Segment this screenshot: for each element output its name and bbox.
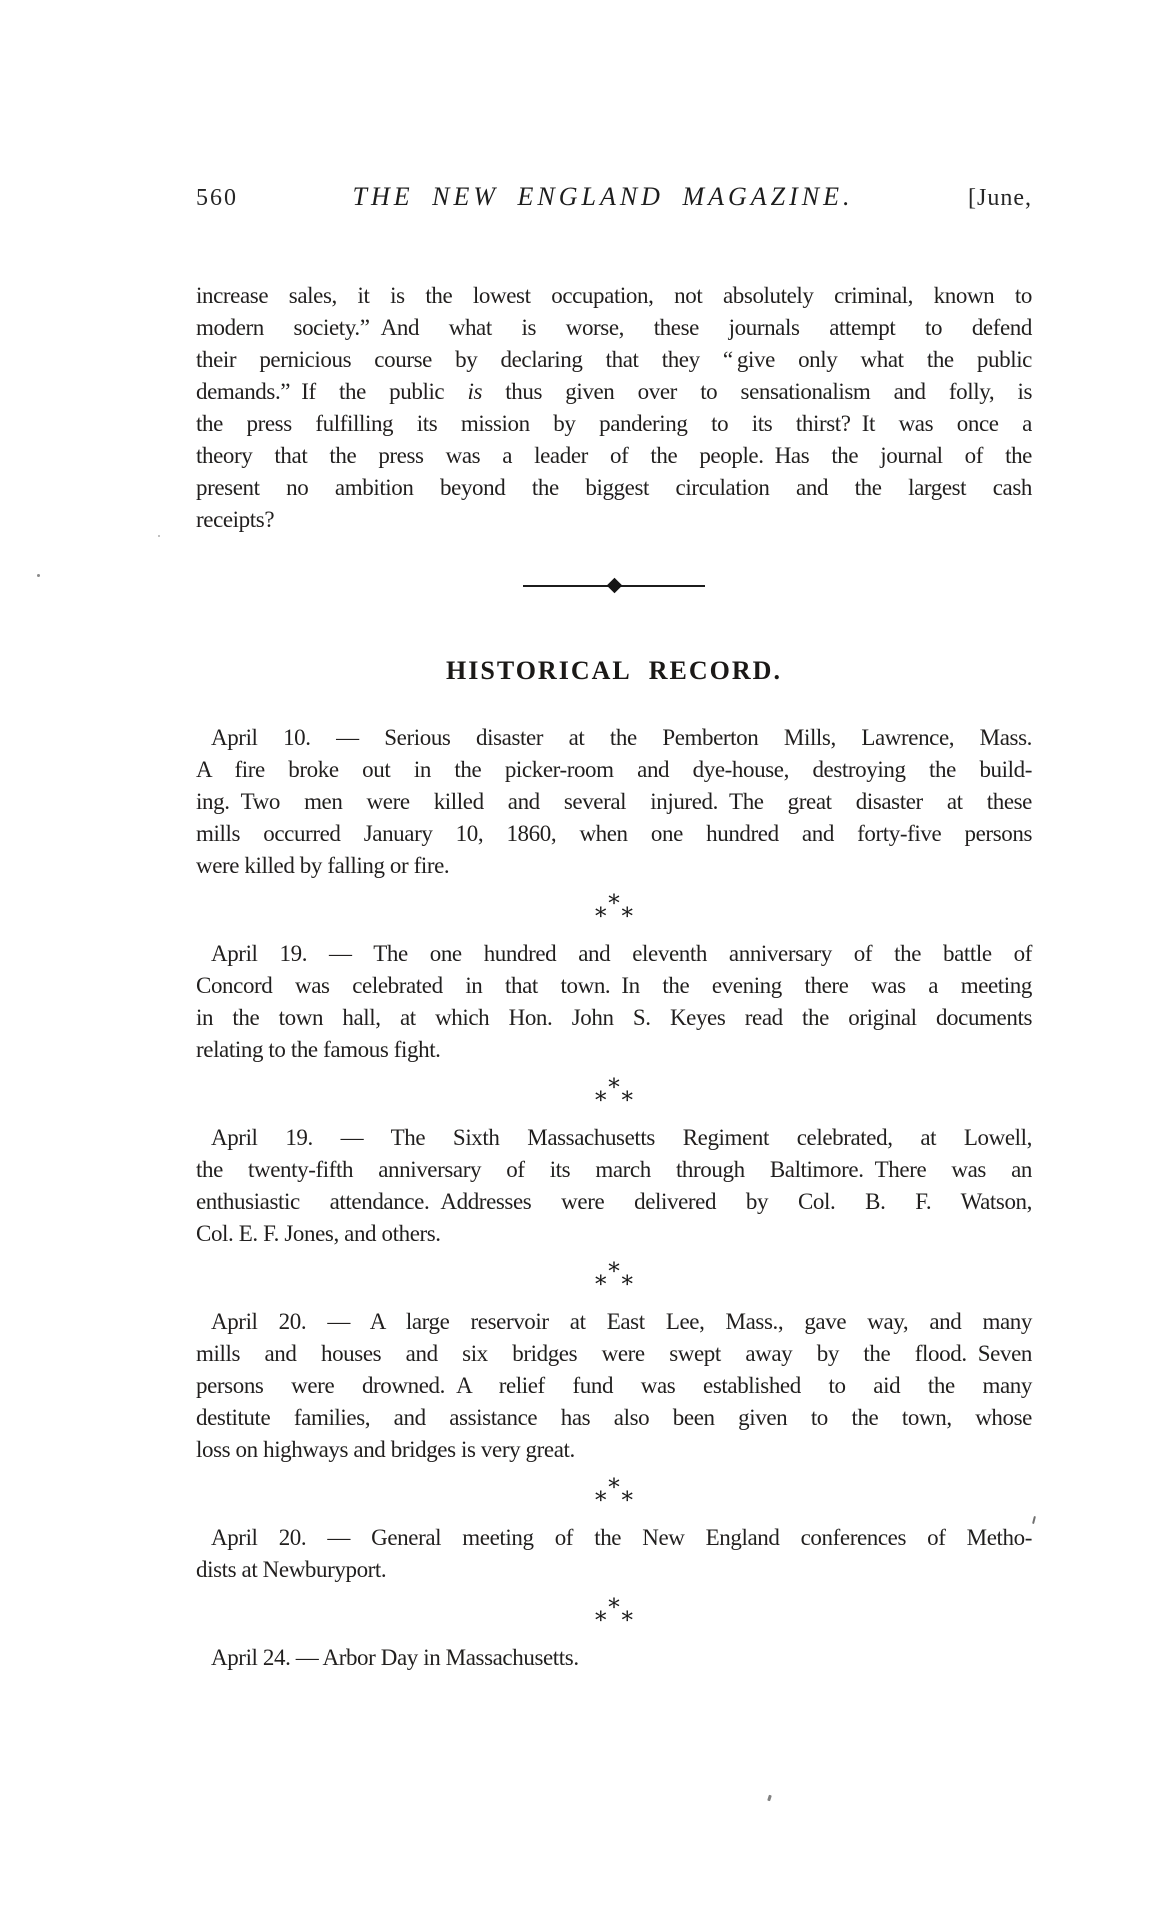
text-line: receipts? [196,507,275,532]
text-line: April 24. — Arbor Day in Massachusetts. [211,1645,579,1670]
text-line: present no ambition beyond the biggest circulation and the largest cash [196,475,1032,500]
record-entry [196,1642,1032,1674]
asterisk-icon: * [608,1595,620,1621]
text-line: theory that the press was a leader of the people. Has the journal of the [196,443,1032,468]
record-entry [196,1122,1032,1250]
asterisk-icon: * [608,1475,620,1501]
running-head [196,182,1032,212]
asterism-divider [196,1466,1032,1522]
text-line: A fire broke out in the picker-room and dye-house, destroying the build- [196,757,1032,782]
text-line: ing. Two men were killed and several injured. The great disaster at these [196,789,1032,814]
divider-rule-left [523,585,611,587]
section-heading: HISTORICAL RECORD. [446,656,782,685]
text-line: the twenty-fifth anniversary of its march through Baltimore. There was an [196,1157,1032,1182]
text-line: Col. E. F. Jones, and others. [196,1221,441,1246]
text-line: April 20. — General meeting of the New England conferences of Metho- [211,1525,1032,1550]
asterisk-icon: * [621,1272,633,1298]
page-number: 560 [196,185,238,211]
scan-speck [158,535,160,537]
asterism-divider [196,1066,1032,1122]
asterisk-icon: * [608,1075,620,1101]
asterisk-icon: * [608,1259,620,1285]
asterisk-icon: * [595,1088,607,1114]
text-line: dists at Newburyport. [196,1557,387,1582]
text-line: April 19. — The Sixth Massachusetts Regiment celebrated, at Lowell, [211,1125,1032,1150]
text-line: mills occurred January 10, 1860, when one hundred and forty-five persons [196,821,1032,846]
asterisk-icon: * [595,1608,607,1634]
text-line: April 20. — A large reservoir at East Lee, Mass., gave way, and many [211,1309,1032,1334]
asterism-divider [196,882,1032,938]
asterisk-icon: * [621,1488,633,1514]
text-line: the press fulfilling its mission by pandering to its thirst? It was once a [196,411,1032,436]
scan-speck [767,1795,772,1802]
text-line: mills and houses and six bridges were swept away by the flood. Seven [196,1341,1032,1366]
scan-speck [37,574,40,577]
text-line: Concord was celebrated in that town. In the evening there was a meeting [196,973,1032,998]
text-line: persons were drowned. A relief fund was established to aid the many [196,1373,1032,1398]
divider-rule-right [618,585,706,587]
text-line: relating to the famous fight. [196,1037,441,1062]
record-entry [196,722,1032,882]
issue-date: [June, [968,185,1032,211]
asterisk-icon: * [595,1488,607,1514]
text-line: modern society.” And what is worse, these journals attempt to defend [196,315,1032,340]
record-entry [196,938,1032,1066]
historical-record-entries [196,722,1032,1674]
text-line: enthusiastic attendance. Addresses were delivered by Col. B. F. Watson, [196,1189,1032,1214]
section-divider [523,579,705,592]
text-line: were killed by falling or fire. [196,853,450,878]
text-line: increase sales, it is the lowest occupation, not absolutely criminal, known to [196,283,1032,308]
diamond-icon [606,578,622,594]
scan-speck [1032,1516,1036,1524]
asterisk-icon: * [621,1088,633,1114]
text-line: April 10. — Serious disaster at the Pemberton Mills, Lawrence, Mass. [211,725,1032,750]
asterisk-icon: * [621,904,633,930]
asterisk-icon: * [608,891,620,917]
magazine-title: THE NEW ENGLAND MAGAZINE. [352,182,854,211]
text-line: loss on highways and bridges is very great. [196,1437,575,1462]
asterisk-icon: * [595,1272,607,1298]
record-entry [196,1306,1032,1466]
intro-paragraph [196,280,1032,536]
text-line: in the town hall, at which Hon. John S. Keyes read the original documents [196,1005,1032,1030]
asterism-divider [196,1250,1032,1306]
asterisk-icon: * [595,904,607,930]
text-line: destitute families, and assistance has also been given to the town, whose [196,1405,1032,1430]
asterism-divider [196,1586,1032,1642]
record-entry [196,1522,1032,1586]
text-line: April 19. — The one hundred and eleventh anniversary of the battle of [211,941,1032,966]
asterisk-icon: * [621,1608,633,1634]
text-line: demands.” If the public is thus given over to sensationalism and folly, is [196,379,1032,404]
text-line: their pernicious course by declaring that they “ give only what the public [196,347,1032,372]
